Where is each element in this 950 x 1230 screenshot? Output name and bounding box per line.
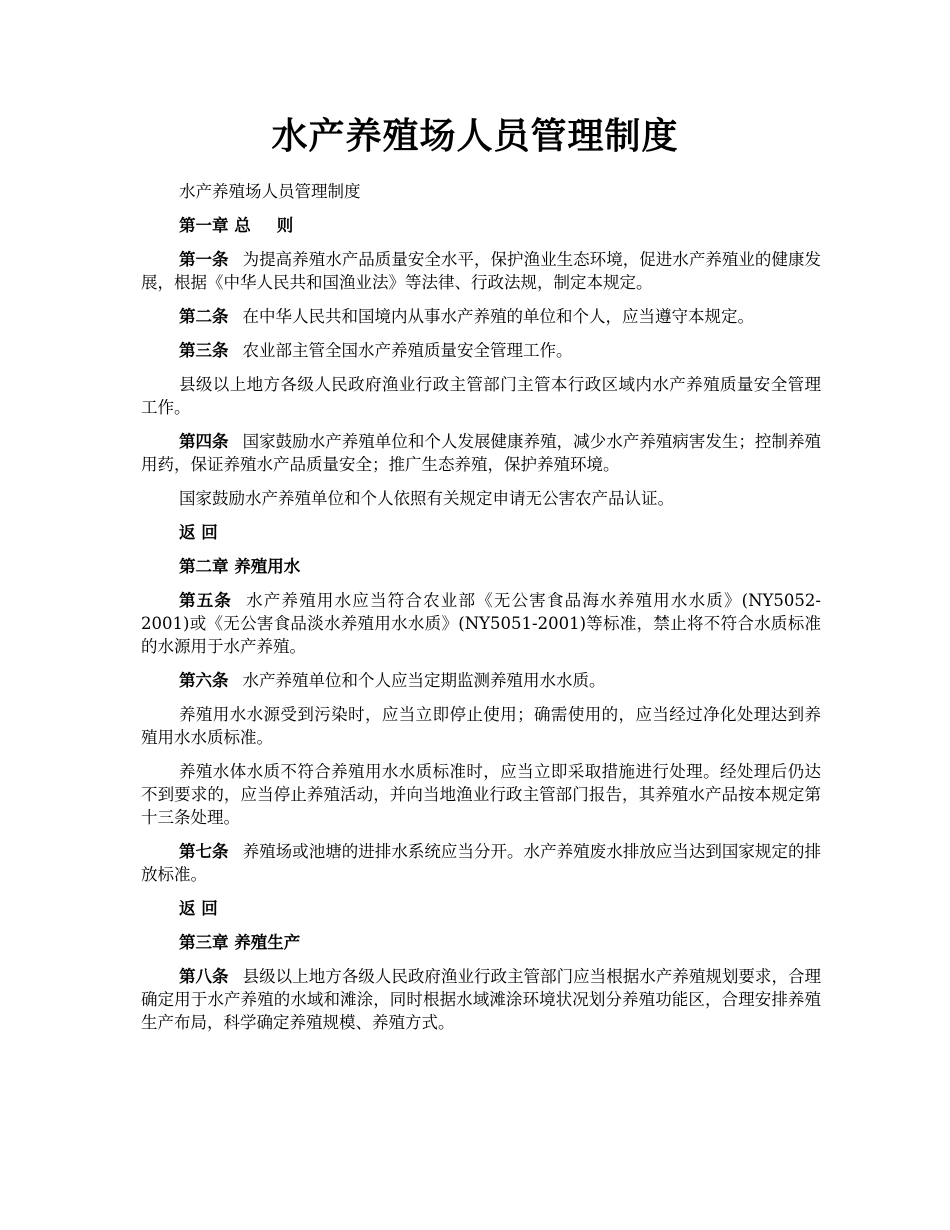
article-1: [141, 248, 821, 294]
article-3-text: 农业部主管全国水产养殖质量安全管理工作。: [242, 341, 573, 360]
article-8: [141, 965, 821, 1034]
article-6-label: 第六条: [179, 671, 229, 690]
article-6: [141, 669, 821, 692]
article-6-paragraph-3: 养殖水体水质不符合养殖用水水质标准时，应当立即采取措施进行处理。经处理后仍达不到要求的，应当停止养殖活动，并向当地渔业行政主管部门报告，其养殖水产品按本规定第十三条处理。: [141, 762, 821, 827]
article-3-paragraph-2: 县级以上地方各级人民政府渔业行政主管部门主管本行政区域内水产养殖质量安全管理工作。: [141, 375, 821, 417]
chapter-1-heading-word-1: 总: [234, 216, 251, 235]
article-1-text: 为提高养殖水产品质量安全水平，保护渔业生态环境，促进水产养殖业的健康发展，根据《中华人民共和国渔业法》等法律、行政法规，制定本规定。: [141, 250, 822, 292]
chapter-3-heading: 第三章 养殖生产: [179, 933, 301, 952]
article-7-label: 第七条: [179, 842, 229, 861]
document-body: [141, 180, 821, 1045]
back-link-2[interactable]: 返 回: [179, 899, 218, 918]
article-1-label: 第一条: [179, 250, 229, 269]
article-5: [141, 589, 821, 658]
article-5-text: 水产养殖用水应当符合农业部《无公害食品海水养殖用水水质》(NY5052-2001)或《无公害食品淡水养殖用水水质》(NY5051-2001)等标准，禁止将不符合水质标准的水源用于水产养殖。: [141, 591, 822, 656]
chapter-2-heading: 第二章 养殖用水: [179, 557, 301, 576]
chapter-1-heading-word-2: 则: [276, 216, 294, 235]
article-2: [141, 305, 821, 328]
article-4-text: 国家鼓励水产养殖单位和个人发展健康养殖，减少水产养殖病害发生；控制养殖用药，保证养殖水产品质量安全；推广生态养殖，保护养殖环境。: [141, 432, 822, 474]
document-subtitle: 水产养殖场人员管理制度: [179, 182, 361, 201]
article-7-text: 养殖场或池塘的进排水系统应当分开。水产养殖废水排放应当达到国家规定的排放标准。: [141, 842, 822, 884]
chapter-1-heading-number: 第一章: [179, 216, 229, 235]
article-3-label: 第三条: [179, 341, 229, 360]
article-4-paragraph-2: 国家鼓励水产养殖单位和个人依照有关规定申请无公害农产品认证。: [179, 489, 674, 508]
article-4-label: 第四条: [179, 432, 229, 451]
article-8-label: 第八条: [179, 967, 229, 986]
article-2-label: 第二条: [179, 307, 229, 326]
article-2-text: 在中华人民共和国境内从事水产养殖的单位和个人，应当遵守本规定。: [242, 307, 754, 326]
article-6-paragraph-2: 养殖用水水源受到污染时，应当立即停止使用；确需使用的，应当经过净化处理达到养殖用水水质标准。: [141, 705, 821, 747]
article-3: [141, 339, 821, 362]
article-6-text: 水产养殖单位和个人应当定期监测养殖用水水质。: [242, 671, 606, 690]
back-link-1[interactable]: 返 回: [179, 523, 218, 542]
article-8-text: 县级以上地方各级人民政府渔业行政主管部门应当根据水产养殖规划要求，合理确定用于水产养殖的水域和滩涂，同时根据水域滩涂环境状况划分养殖功能区，合理安排养殖生产布局，科学确定养殖规模、养殖方式。: [141, 967, 822, 1032]
chapter-1-heading: [141, 214, 821, 237]
article-7: [141, 840, 821, 886]
article-5-label: 第五条: [179, 591, 233, 610]
article-4: [141, 430, 821, 476]
document-title: 水产养殖场人员管理制度: [271, 115, 679, 157]
